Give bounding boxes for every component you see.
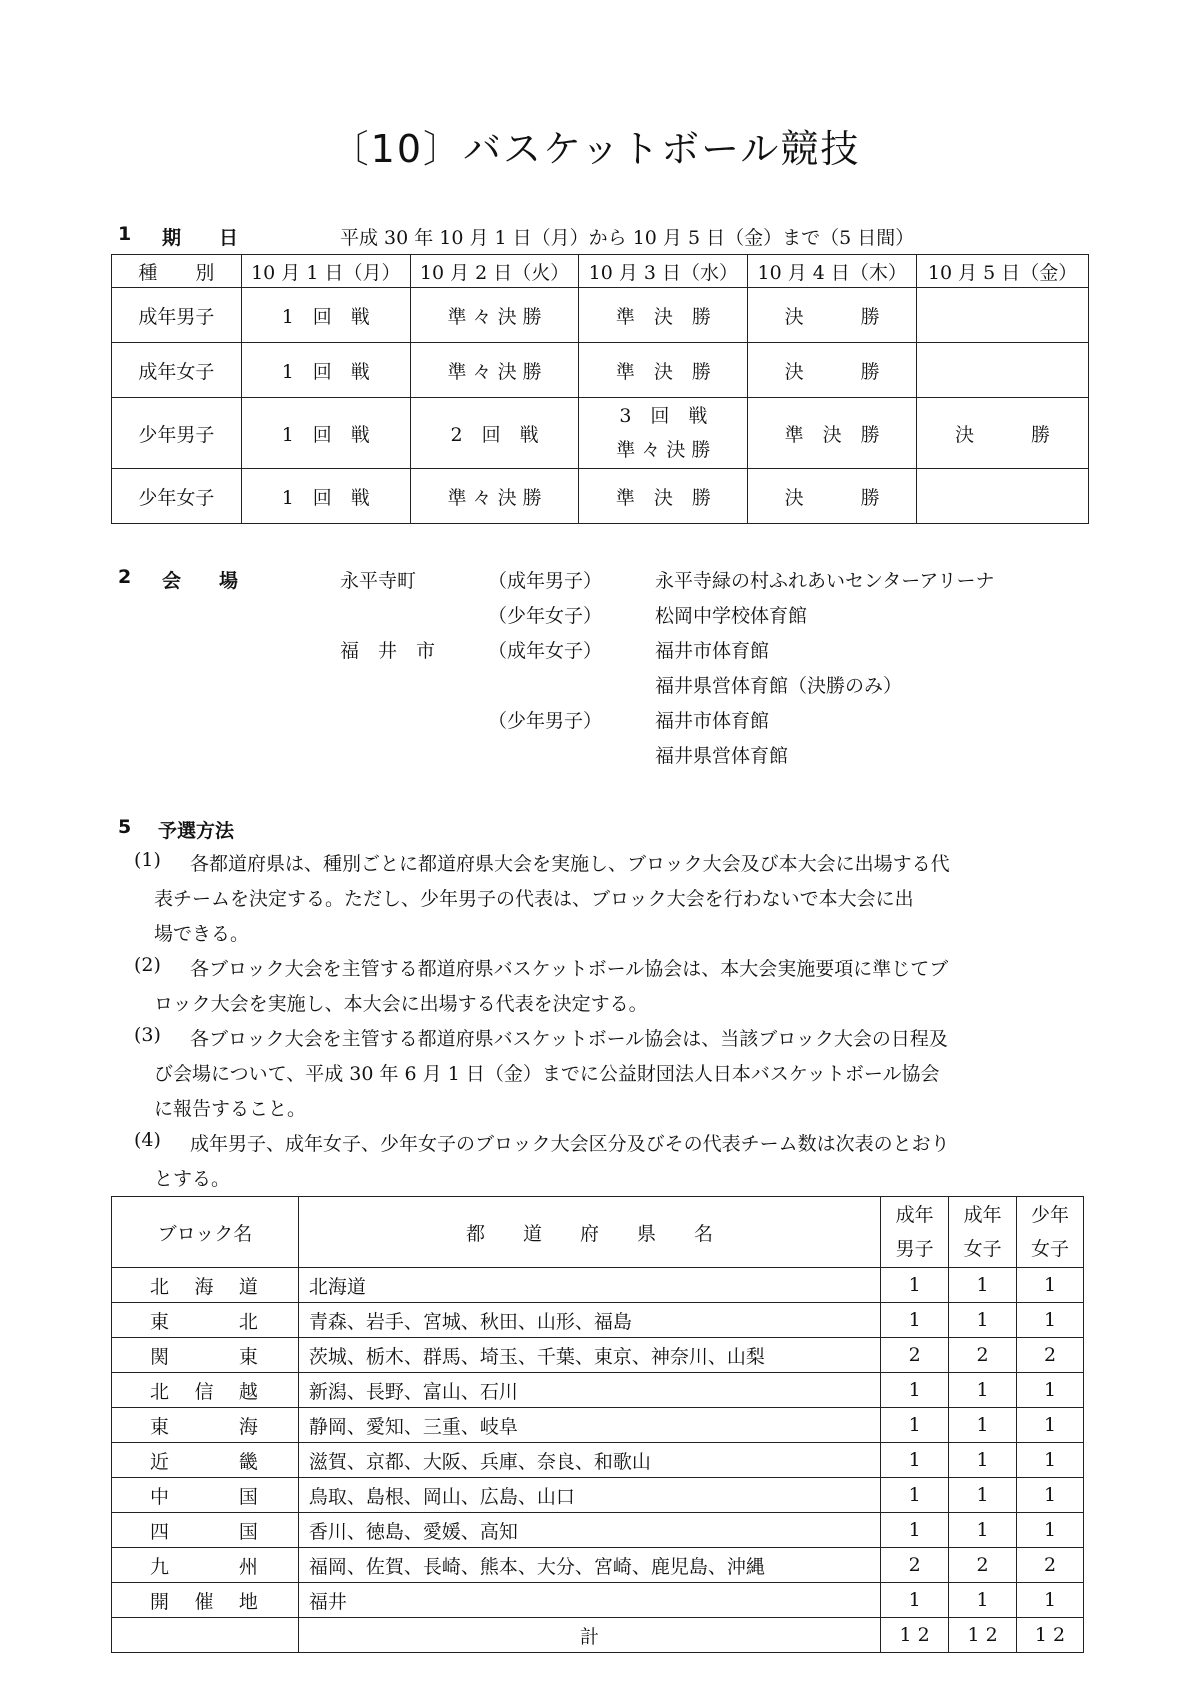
paragraph-line: 各ブロック大会を主管する都道府県バスケットボール協会は、本大会実施要項に準じてブ [190, 958, 949, 980]
block-prefs: 鳥取、島根、岡山、広島、山口 [298, 1478, 880, 1513]
schedule-cell: 準 々 決 勝 [410, 469, 579, 524]
block-name-char: 中 [150, 1485, 170, 1508]
header-line: 女子 [963, 1238, 1002, 1260]
paragraph-line: 各都道府県は、種別ごとに都道府県大会を実施し、ブロック大会及び本大会に出場する代 [190, 853, 950, 875]
paragraph-line: 場できる。 [154, 923, 250, 945]
venue-name: 福井市体育館 [655, 640, 770, 662]
schedule-cell: 準 決 勝 [579, 288, 748, 343]
section1-text: 平成 30 年 10 月 1 日（月）から 10 月 5 日（金）まで（5 日間） [340, 227, 915, 249]
block-name-char: 九 [150, 1555, 170, 1578]
venue-city: 福 井 市 [340, 640, 436, 662]
block-count-men: 1 [881, 1373, 949, 1408]
schedule-cell: 決 勝 [748, 288, 917, 343]
paragraph-line: とする。 [154, 1168, 231, 1190]
block-name-char: 北 [150, 1275, 170, 1298]
block-prefs: 静岡、愛知、三重、岐阜 [298, 1408, 880, 1443]
block-count-youth: 2 [1017, 1338, 1084, 1373]
schedule-header-category: 種 別 [112, 255, 242, 288]
paragraph-line: 成年男子、成年女子、少年女子のブロック大会区分及びその代表チーム数は次表のとおり [190, 1133, 950, 1155]
total-men: 1 2 [881, 1618, 949, 1653]
block-row [112, 1338, 1084, 1373]
block-count-youth: 1 [1017, 1443, 1084, 1478]
block-name-char: 四 [150, 1520, 170, 1543]
block-table [111, 1196, 1084, 1653]
block-name [112, 1338, 299, 1373]
block-prefs: 北海道 [298, 1268, 880, 1303]
block-header-prefs: 都 道 府 県 名 [298, 1197, 880, 1268]
block-header-row [112, 1197, 1084, 1268]
venue-category: （成年男子） [488, 570, 603, 592]
schedule-category: 少年女子 [112, 469, 242, 524]
schedule-row [112, 343, 1089, 398]
schedule-cell: 1 回 戦 [241, 343, 410, 398]
block-name [112, 1408, 299, 1443]
block-count-men: 1 [881, 1443, 949, 1478]
item-number: (4) [134, 1129, 161, 1151]
block-name-char: 信 [194, 1380, 214, 1403]
schedule-cell: 1 回 戦 [241, 398, 410, 469]
total-women: 1 2 [949, 1618, 1017, 1653]
block-name-char: 国 [238, 1520, 258, 1543]
venue-city: 永平寺町 [340, 570, 417, 592]
block-count-men: 1 [881, 1583, 949, 1618]
schedule-header-day5: 10 月 5 日（金） [917, 255, 1089, 288]
block-name [112, 1478, 299, 1513]
schedule-cell: 1 回 戦 [241, 469, 410, 524]
block-count-men: 2 [881, 1338, 949, 1373]
block-prefs: 青森、岩手、宮城、秋田、山形、福島 [298, 1303, 880, 1338]
block-row [112, 1408, 1084, 1443]
total-youth: 1 2 [1017, 1618, 1084, 1653]
block-count-women: 1 [949, 1583, 1017, 1618]
schedule-cell: 決 勝 [917, 398, 1089, 469]
block-name-char: 東 [238, 1345, 258, 1368]
block-row [112, 1513, 1084, 1548]
schedule-cell: 準 決 勝 [579, 469, 748, 524]
block-name [112, 1513, 299, 1548]
block-prefs: 香川、徳島、愛媛、高知 [298, 1513, 880, 1548]
block-name-char: 関 [150, 1345, 170, 1368]
schedule-row [112, 288, 1089, 343]
block-total-row [112, 1618, 1084, 1653]
block-row [112, 1583, 1084, 1618]
header-line: 成年 [963, 1204, 1002, 1226]
block-name-char: 東 [150, 1310, 170, 1333]
schedule-category: 成年女子 [112, 343, 242, 398]
schedule-cell: 1 回 戦 [241, 288, 410, 343]
header-line: 成年 [895, 1204, 934, 1226]
block-count-youth: 1 [1017, 1373, 1084, 1408]
total-label: 計 [298, 1618, 880, 1653]
item-number: (1) [134, 849, 161, 871]
venue-name: 福井県営体育館（決勝のみ） [655, 675, 903, 697]
block-count-women: 1 [949, 1478, 1017, 1513]
schedule-cell-line: 準 々 決 勝 [616, 439, 711, 461]
block-count-youth: 1 [1017, 1408, 1084, 1443]
venue-name: 福井県営体育館 [655, 745, 789, 767]
block-count-youth: 1 [1017, 1303, 1084, 1338]
block-row [112, 1548, 1084, 1583]
block-count-youth: 1 [1017, 1513, 1084, 1548]
block-name [112, 1583, 299, 1618]
block-count-women: 1 [949, 1513, 1017, 1548]
schedule-cell [917, 288, 1089, 343]
block-name-char: 開 [150, 1590, 170, 1613]
venue-name: 福井市体育館 [655, 710, 770, 732]
block-name-char: 地 [238, 1590, 258, 1613]
block-name-char: 国 [238, 1485, 258, 1508]
venue-name: 松岡中学校体育館 [655, 605, 808, 627]
header-line: 女子 [1031, 1238, 1070, 1260]
schedule-category: 少年男子 [112, 398, 242, 469]
schedule-cell: 2 回 戦 [410, 398, 579, 469]
block-count-men: 1 [881, 1513, 949, 1548]
schedule-cell: 決 勝 [748, 469, 917, 524]
paragraph-line: に報告すること。 [154, 1098, 307, 1120]
venue-category: （少年女子） [488, 605, 603, 627]
schedule-table [111, 254, 1089, 524]
schedule-header-row [112, 255, 1089, 288]
venue-name: 永平寺緑の村ふれあいセンターアリーナ [655, 570, 995, 592]
block-count-men: 1 [881, 1478, 949, 1513]
schedule-header-day1: 10 月 1 日（月） [241, 255, 410, 288]
schedule-cell [917, 469, 1089, 524]
block-row [112, 1268, 1084, 1303]
schedule-row [112, 398, 1089, 469]
schedule-cell: 準 決 勝 [579, 343, 748, 398]
total-blank [112, 1618, 299, 1653]
block-header-men [881, 1197, 949, 1268]
block-name [112, 1443, 299, 1478]
schedule-cell-line: 3 回 戦 [619, 405, 708, 427]
section2-number: 2 [118, 566, 132, 588]
section1-number: 1 [118, 223, 132, 245]
venue-category: （成年女子） [488, 640, 603, 662]
block-prefs: 茨城、栃木、群馬、埼玉、千葉、東京、神奈川、山梨 [298, 1338, 880, 1373]
block-name-char: 催 [194, 1590, 214, 1613]
block-name-char: 北 [150, 1380, 170, 1403]
block-name-char: 州 [238, 1555, 258, 1578]
section5-number: 5 [118, 816, 132, 838]
block-count-women: 1 [949, 1303, 1017, 1338]
block-prefs: 新潟、長野、富山、石川 [298, 1373, 880, 1408]
header-line: 少年 [1031, 1204, 1070, 1226]
schedule-cell [917, 343, 1089, 398]
block-count-men: 1 [881, 1408, 949, 1443]
block-count-men: 2 [881, 1548, 949, 1583]
block-count-youth: 1 [1017, 1583, 1084, 1618]
block-count-youth: 1 [1017, 1268, 1084, 1303]
schedule-header-day3: 10 月 3 日（水） [579, 255, 748, 288]
block-name-char: 北 [238, 1310, 258, 1333]
block-name-char: 越 [238, 1380, 258, 1403]
paragraph-line: び会場について、平成 30 年 6 月 1 日（金）までに公益財団法人日本バスケットボール協会 [154, 1063, 940, 1085]
schedule-cell: 決 勝 [748, 343, 917, 398]
block-name [112, 1268, 299, 1303]
block-prefs: 滋賀、京都、大阪、兵庫、奈良、和歌山 [298, 1443, 880, 1478]
schedule-cell [579, 398, 748, 469]
item-number: (2) [134, 954, 161, 976]
block-header-women [949, 1197, 1017, 1268]
block-name-char: 海 [194, 1275, 214, 1298]
block-count-women: 1 [949, 1373, 1017, 1408]
block-name-char: 畿 [238, 1450, 258, 1473]
block-count-women: 2 [949, 1548, 1017, 1583]
block-prefs: 福井 [298, 1583, 880, 1618]
schedule-cell: 準 々 決 勝 [410, 288, 579, 343]
paragraph-line: 各ブロック大会を主管する都道府県バスケットボール協会は、当該ブロック大会の日程及 [190, 1028, 948, 1050]
paragraph-line: ロック大会を実施し、本大会に出場する代表を決定する。 [154, 993, 648, 1015]
schedule-cell: 準 々 決 勝 [410, 343, 579, 398]
block-name [112, 1303, 299, 1338]
block-prefs: 福岡、佐賀、長崎、熊本、大分、宮崎、鹿児島、沖縄 [298, 1548, 880, 1583]
header-line: 男子 [895, 1238, 934, 1260]
block-row [112, 1443, 1084, 1478]
section5-label: 予選方法 [158, 820, 235, 842]
block-count-youth: 1 [1017, 1478, 1084, 1513]
block-name-char: 近 [150, 1450, 170, 1473]
venue-category: （少年男子） [488, 710, 603, 732]
schedule-category: 成年男子 [112, 288, 242, 343]
page-title: 〔10〕バスケットボール競技 [330, 127, 861, 171]
block-count-youth: 2 [1017, 1548, 1084, 1583]
block-name-char: 道 [238, 1275, 258, 1298]
block-name [112, 1548, 299, 1583]
block-count-women: 1 [949, 1268, 1017, 1303]
schedule-header-day2: 10 月 2 日（火） [410, 255, 579, 288]
item-number: (3) [134, 1024, 161, 1046]
block-row [112, 1303, 1084, 1338]
block-count-men: 1 [881, 1303, 949, 1338]
paragraph-line: 表チームを決定する。ただし、少年男子の代表は、ブロック大会を行わないで本大会に出 [154, 888, 914, 910]
block-row [112, 1373, 1084, 1408]
block-name [112, 1373, 299, 1408]
block-row [112, 1478, 1084, 1513]
block-count-women: 2 [949, 1338, 1017, 1373]
block-count-women: 1 [949, 1408, 1017, 1443]
schedule-row [112, 469, 1089, 524]
section2-label: 会 場 [162, 570, 239, 592]
block-name-char: 東 [150, 1415, 170, 1438]
block-header-youth [1017, 1197, 1084, 1268]
section1-label: 期 日 [162, 227, 239, 249]
schedule-cell: 準 決 勝 [748, 398, 917, 469]
block-name-char: 海 [238, 1415, 258, 1438]
block-count-women: 1 [949, 1443, 1017, 1478]
block-count-men: 1 [881, 1268, 949, 1303]
block-header-name: ブロック名 [112, 1197, 299, 1268]
schedule-header-day4: 10 月 4 日（木） [748, 255, 917, 288]
